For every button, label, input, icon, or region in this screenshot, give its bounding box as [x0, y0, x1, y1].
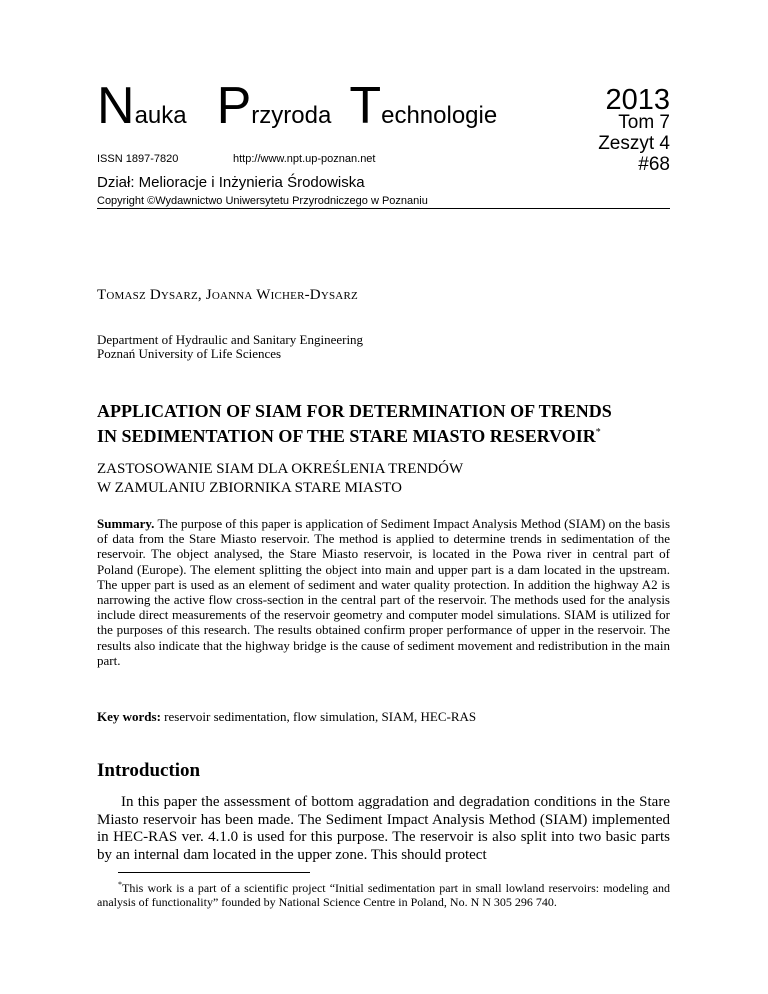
journal-url[interactable]: http://www.npt.up-poznan.net — [233, 153, 376, 165]
issue-number: Zeszyt 4 — [598, 133, 670, 154]
article-title — [97, 401, 697, 447]
summary-text: The purpose of this paper is application of Sediment Impact Analysis Method (SIAM) on the basis of data from the Stare Miasto reservoir. The method is applied to determine trends in sedimentation of the reservoir. The object analysed, the Stare Miasto reservoir, is located in the Powa river in central part of Poland (Europe). The element splitting the object into main and upper part is a dam located in the upstream. The upper part is used as an element of sediment and water quality protection. In addition the highway A2 is narrowing the active flow cross-section in the central part of the reservoir. The methods used for the analysis include direct measurements of the reservoir geometry and computer model simulations. SIAM is utilized for the purposes of this research. The results obtained confirm proper performance of upper in the reservoir. The results also indicate that the highway bridge is the cause of sediment movement and redistribution in the main part. — [97, 516, 670, 668]
masthead-initial-p: P — [216, 77, 252, 135]
introduction-paragraph: In this paper the assessment of bottom aggradation and degradation conditions in the Stare Miasto reservoir has been made. The Sediment Impact Analysis Method (SIAM) implemented in HEC-RAS ver. 4.1.0 is used for this purpose. The reservoir is also split into two basic parts by an internal dam located in the upper zone. This should protect — [97, 794, 670, 863]
issn: ISSN 1897-7820 — [97, 153, 179, 165]
article-number: #68 — [638, 154, 670, 175]
keywords — [97, 709, 476, 725]
affiliation — [97, 333, 363, 361]
keywords-label: Key words: — [97, 709, 161, 724]
footnote-mark: * — [118, 880, 122, 889]
footnote-text: This work is a part of a scientific project “Initial sedimentation part in small lowland reservoirs: modeling and analysis of functionality” founded by National Science Centre in Poland, No. N N 305 296 740. — [97, 881, 670, 909]
summary-label: Summary. — [97, 516, 155, 531]
summary — [97, 516, 670, 668]
footnote-divider — [118, 872, 310, 873]
keywords-text: reservoir sedimentation, flow simulation, SIAM, HEC-RAS — [164, 709, 477, 724]
subtitle-line-2: W ZAMULANIU ZBIORNIKA STARE MIASTO — [97, 480, 402, 496]
title-line-1: APPLICATION OF SIAM FOR DETERMINATION OF TRENDS — [97, 401, 612, 421]
issue-year: 2013 — [605, 84, 670, 116]
title-line-2: IN SEDIMENTATION OF THE STARE MIASTO RESERVOIR* — [97, 426, 601, 446]
section-name: Dział: Melioracje i Inżynieria Środowiska — [97, 174, 365, 191]
authors: Tomasz Dysarz, Joanna Wicher-Dysarz — [97, 287, 358, 303]
issue-volume: Tom 7 — [618, 112, 670, 133]
header-divider — [97, 208, 670, 209]
subtitle-line-1: ZASTOSOWANIE SIAM DLA OKREŚLENIA TRENDÓW — [97, 461, 464, 477]
masthead-word-przyroda: rzyroda — [251, 102, 332, 129]
affiliation-department: Department of Hydraulic and Sanitary Engineering — [97, 332, 364, 347]
masthead-word-technologie: echnologie — [381, 102, 498, 129]
copyright: Copyright ©Wydawnictwo Uniwersytetu Przyrodniczego w Poznaniu — [97, 195, 428, 207]
masthead-word-nauka: auka — [134, 102, 187, 129]
journal-masthead — [97, 76, 497, 136]
footnote — [97, 878, 670, 909]
masthead-initial-t: T — [349, 77, 382, 135]
article-subtitle — [97, 460, 463, 498]
introduction-heading: Introduction — [97, 760, 201, 781]
affiliation-university: Poznań University of Life Sciences — [97, 346, 282, 361]
title-footnote-mark: * — [595, 427, 601, 438]
masthead-initial-n: N — [97, 77, 135, 135]
